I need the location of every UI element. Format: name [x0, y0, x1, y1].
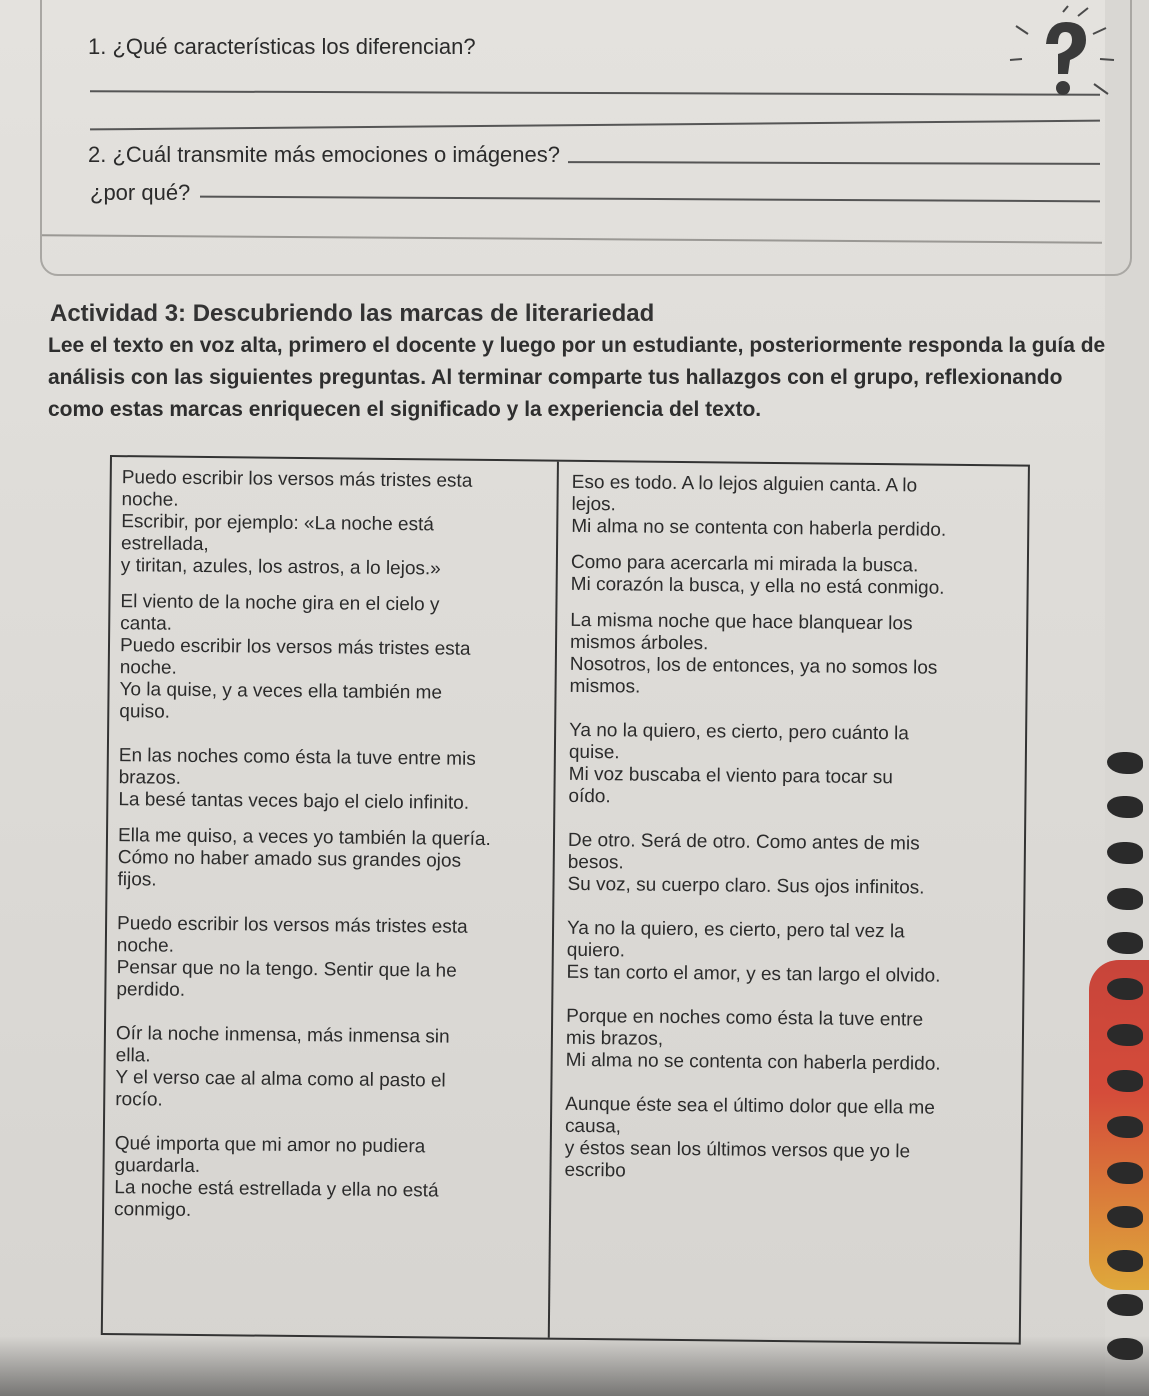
activity-title: Actividad 3: Descubriendo las marcas de literariedad	[50, 300, 655, 327]
poem-line: De otro. Será de otro. Como antes de mis	[567, 829, 920, 855]
poem-line: La misma noche que hace blanquear los	[570, 609, 913, 635]
poem-line: Mi alma no se contenta con haberla perdido.	[571, 515, 947, 541]
photo-shadow	[0, 1336, 1149, 1396]
poem-line: Como para acercarla mi mirada la busca.	[570, 551, 919, 577]
poem-line: Es tan corto el amor, y es tan largo el olvido.	[566, 961, 941, 987]
poem-line: quiero.	[566, 939, 626, 962]
poem-line: Su voz, su cuerpo claro. Sus ojos infinitos.	[567, 873, 925, 899]
left-stanza-2	[119, 591, 550, 727]
spiral-ring	[1107, 1250, 1143, 1272]
left-stanza-1	[121, 467, 552, 581]
right-stanza-6	[566, 918, 1007, 989]
poem-line: y éstos sean los últimos versos que yo le	[564, 1137, 911, 1163]
poem-line: Cómo no haber amado sus grandes ojos	[117, 847, 462, 872]
poem-line: Oír la noche inmensa, más inmensa sin	[115, 1023, 450, 1048]
spiral-ring	[1107, 842, 1143, 864]
poem-line: besos.	[567, 851, 624, 874]
poem-line: Pensar que no la tengo. Sentir que la he	[116, 957, 457, 982]
right-stanza-3	[569, 610, 1010, 703]
poem-line: Nosotros, los de entonces, ya no somos los	[569, 653, 938, 679]
poem-line: noche.	[121, 489, 179, 511]
poem-line: oído.	[568, 785, 611, 808]
poem-line: mismos árboles.	[569, 631, 709, 655]
spiral-ring	[1107, 1024, 1143, 1046]
left-stanza-5	[116, 913, 547, 1005]
spiral-ring	[1107, 1294, 1143, 1316]
poem-line: Porque en noches como ésta la tuve entre	[566, 1005, 924, 1031]
poem-line: La noche está estrellada y ella no está	[114, 1177, 439, 1202]
poem-line: Puedo escribir los versos más tristes esta	[121, 467, 473, 492]
poem-line: Escribir, por ejemplo: «La noche está	[121, 511, 435, 536]
poem-line: Mi alma no se contenta con haberla perdido.	[565, 1049, 941, 1075]
question-1: 1. ¿Qué características los diferencian?	[88, 34, 476, 59]
poem-line: noche.	[119, 657, 177, 679]
poem-line: escribo	[564, 1159, 626, 1182]
poem-table	[101, 455, 1030, 1345]
spiral-ring	[1107, 1070, 1143, 1092]
poem-line: y tiritan, azules, los astros, a lo lejos.»	[120, 555, 441, 580]
poem-line: estrellada,	[120, 533, 209, 556]
spiral-ring	[1107, 1116, 1143, 1138]
spiral-ring	[1107, 888, 1143, 910]
poem-line: quise.	[568, 741, 620, 764]
right-stanza-1	[571, 472, 1012, 543]
left-stanza-4	[117, 825, 548, 895]
poem-line: Ya no la quiero, es cierto, pero cuánto la	[569, 719, 909, 745]
poem-line: Ella me quiso, a veces yo también la quería.	[117, 825, 491, 851]
poem-line: En las noches como ésta la tuve entre mis	[118, 745, 476, 770]
question-mark-burst-icon	[1008, 4, 1118, 114]
poem-line: Qué importa que mi amor no pudiera	[114, 1133, 426, 1158]
poem-line: quiso.	[119, 701, 171, 723]
activity-instructions: Lee el texto en voz alta, primero el docente y luego por un estudiante, posteriormente responda la guía de análisis con las siguientes preguntas. Al terminar comparte tus hallazgos con el grupo, reflexionando como estas marcas enriquecen el significado y la experiencia del texto.	[48, 334, 1106, 421]
poem-line: Aunque éste sea el último dolor que ella me	[565, 1093, 936, 1119]
left-stanza-7	[114, 1133, 545, 1225]
spiral-ring	[1107, 978, 1143, 1000]
poem-line: guardarla.	[114, 1155, 201, 1177]
poem-line: Eso es todo. A lo lejos alguien canta. A lo	[571, 471, 918, 497]
poem-line: Yo la quise, y a veces ella también me	[119, 679, 443, 704]
right-stanza-5	[567, 830, 1008, 901]
right-stanza-4	[568, 720, 1009, 813]
right-stanza-8	[564, 1094, 1005, 1187]
poem-line: Ya no la quiero, es cierto, pero tal vez la	[566, 917, 905, 943]
poem-line: conmigo.	[113, 1199, 192, 1221]
poem-line: mis brazos,	[565, 1027, 664, 1050]
poem-line: Y el verso cae al alma como al pasto el	[115, 1067, 446, 1092]
spiral-ring	[1107, 752, 1143, 774]
right-stanza-7	[566, 1006, 1007, 1077]
spiral-ring	[1107, 1206, 1143, 1228]
poem-right-column	[564, 472, 1011, 1193]
poem-line: canta.	[120, 613, 173, 635]
poem-left-column	[114, 467, 552, 1231]
poem-line: fijos.	[117, 869, 157, 891]
question-2: 2. ¿Cuál transmite más emociones o imágenes?	[88, 142, 560, 167]
left-stanza-6	[115, 1023, 546, 1115]
question-2-followup: ¿por qué?	[90, 180, 191, 205]
spiral-ring	[1107, 932, 1143, 954]
poem-line: brazos.	[118, 767, 182, 789]
poem-line: Mi voz buscaba el viento para tocar su	[568, 763, 894, 789]
poem-line: Mi corazón la busca, y ella no está conmigo.	[570, 573, 945, 599]
poem-line: rocío.	[115, 1089, 163, 1111]
poem-line: noche.	[116, 935, 175, 957]
right-stanza-2	[571, 552, 1011, 601]
poem-line: perdido.	[116, 979, 186, 1001]
poem-line: Puedo escribir los versos más tristes esta	[119, 635, 471, 660]
poem-line: mismos.	[569, 675, 641, 698]
poem-line: El viento de la noche gira en el cielo y	[120, 591, 440, 616]
left-stanza-3	[118, 745, 549, 815]
poem-line: ella.	[115, 1045, 151, 1067]
spiral-ring	[1107, 1162, 1143, 1184]
spiral-ring	[1107, 796, 1143, 818]
poem-line: causa,	[564, 1115, 622, 1138]
poem-line: Puedo escribir los versos más tristes esta	[116, 913, 468, 938]
poem-line: lejos.	[571, 493, 616, 516]
poem-line: La besé tantas veces bajo el cielo infinito.	[118, 789, 470, 814]
